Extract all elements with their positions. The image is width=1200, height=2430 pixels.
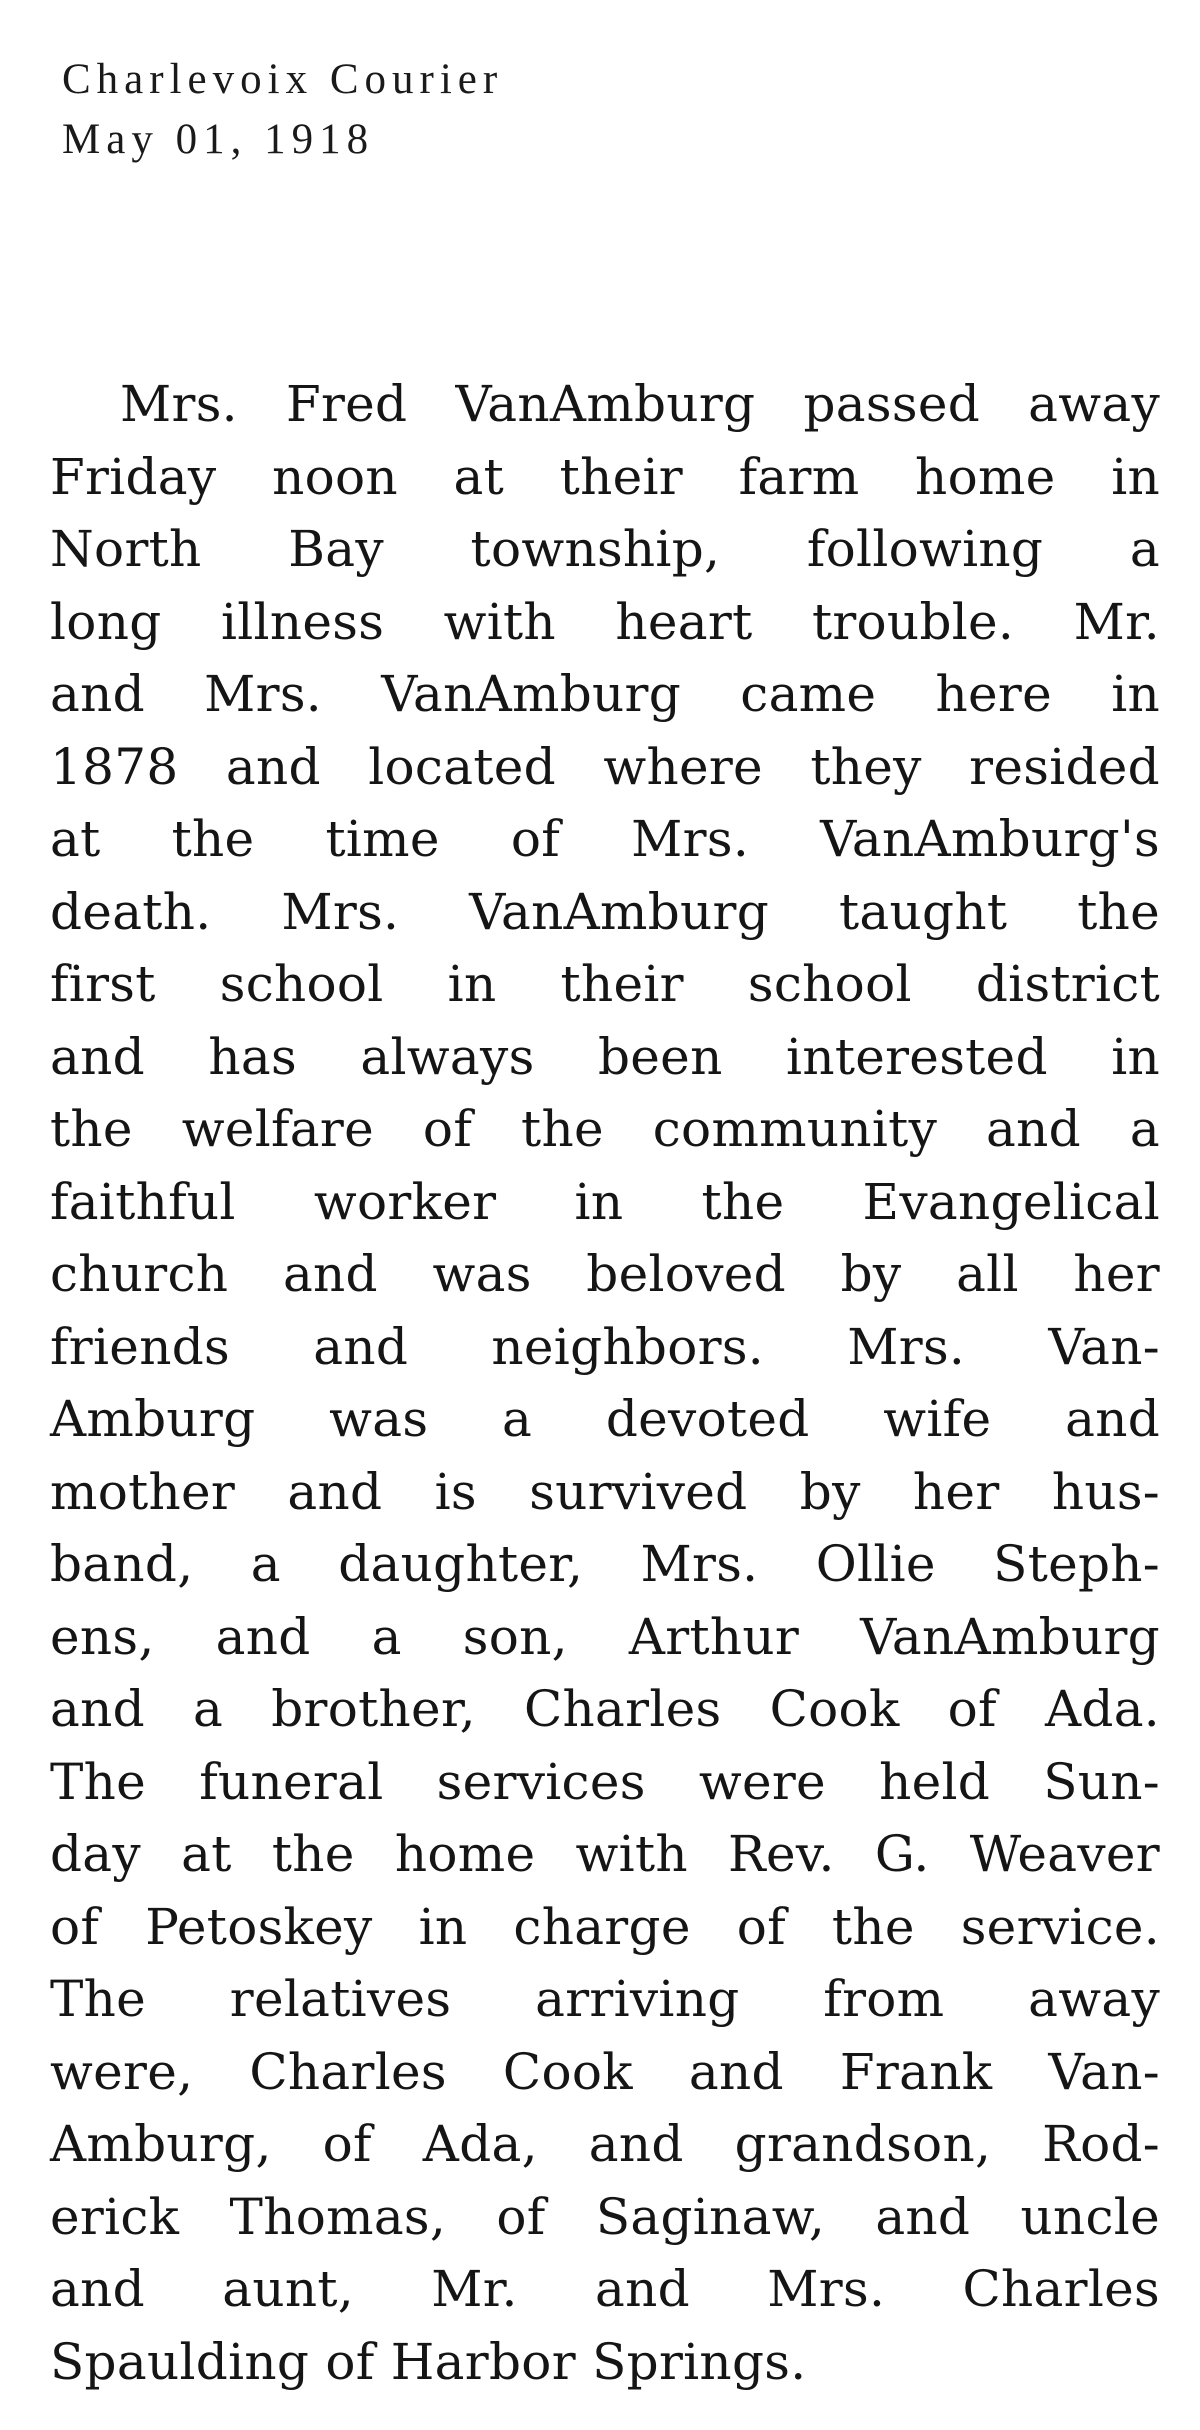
article-line: mother and is survived by her hus- (50, 1462, 1160, 1521)
publication-date: May 01, 1918 (62, 116, 375, 163)
article-line: band, a daughter, Mrs. Ollie Steph- (50, 1535, 1160, 1593)
article-line: and Mrs. VanAmburg came here in (50, 665, 1160, 723)
article-line: were, Charles Cook and Frank Van- (50, 2042, 1160, 2101)
article-line: first school in their school district (50, 955, 1160, 1013)
article-line: North Bay township, following a (50, 520, 1160, 578)
article-line: erick Thomas, of Saginaw, and uncle (50, 2187, 1160, 2246)
article-line: 1878 and located where they resided (50, 737, 1160, 796)
article-line: Friday noon at their farm home in (50, 447, 1160, 506)
article-line: church and was beloved by all her (50, 1245, 1160, 1303)
article-line: ens, and a son, Arthur VanAmburg (50, 1607, 1160, 1666)
article-line: and has always been interested in (50, 1027, 1160, 1086)
article-line: The funeral services were held Sun- (50, 1752, 1160, 1811)
article-line: death. Mrs. VanAmburg taught the (50, 882, 1160, 941)
publication-name: Charlevoix Courier (62, 56, 504, 103)
article-line: and aunt, Mr. and Mrs. Charles (50, 2260, 1160, 2318)
article-line: The relatives arriving from away (50, 1970, 1160, 2028)
article-line: at the time of Mrs. VanAmburg's (50, 810, 1160, 868)
article-line: long illness with heart trouble. Mr. (50, 592, 1160, 651)
article-line: friends and neighbors. Mrs. Van- (50, 1317, 1160, 1376)
article-line: Mrs. Fred VanAmburg passed away (120, 375, 1160, 433)
article-line: and a brother, Charles Cook of Ada. (50, 1680, 1160, 1738)
article-line: faithful worker in the Evangelical (50, 1172, 1160, 1231)
article-line: Amburg was a devoted wife and (50, 1390, 1160, 1448)
obituary-article (50, 368, 1160, 2398)
clipping-header (62, 50, 503, 170)
article-line: the welfare of the community and a (50, 1100, 1160, 1158)
article-line: Spaulding of Harbor Springs. (50, 2332, 807, 2391)
article-line: day at the home with Rev. G. Weaver (50, 1825, 1160, 1883)
article-line: Amburg, of Ada, and grandson, Rod- (50, 2115, 1160, 2173)
article-line: of Petoskey in charge of the service. (50, 1897, 1160, 1956)
